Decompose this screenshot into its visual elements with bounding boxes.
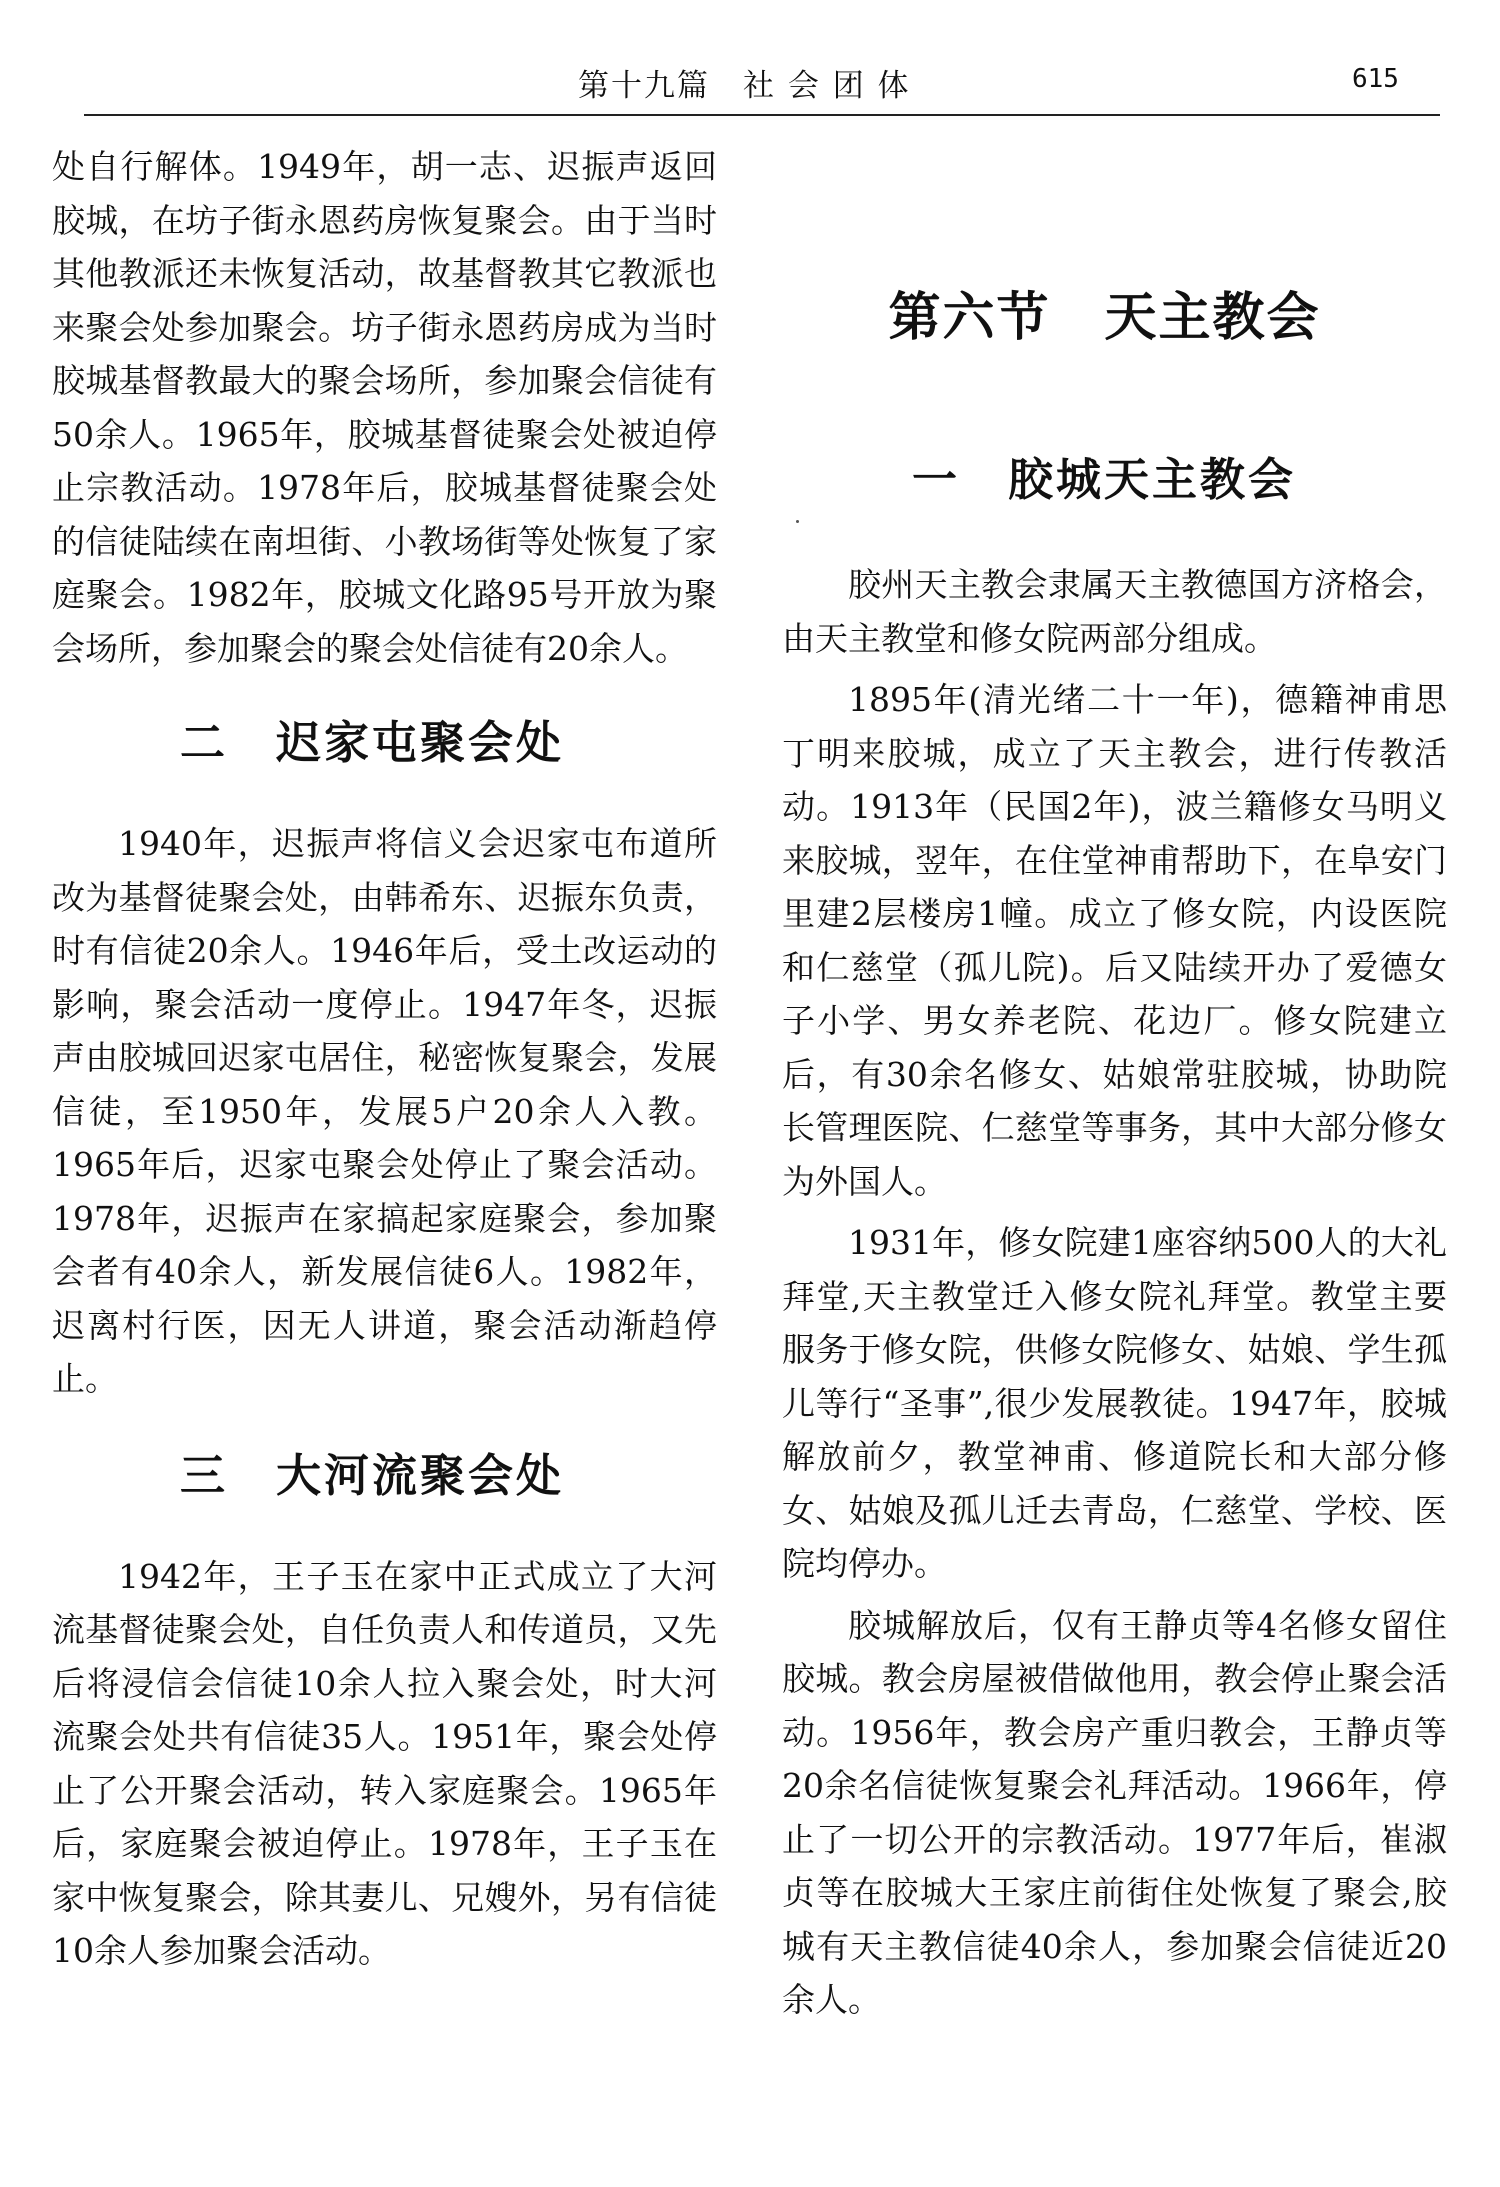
section-heading: 第六节 天主教会	[888, 288, 1321, 348]
running-header	[0, 58, 1500, 118]
left-paragraph-1: 处自行解体。1949年，胡一志、迟振声返回胶城，在坊子街永恩药房恢复聚会。由于当时其他教派还未恢复活动，故基督教其它教派也来聚会处参加聚会。坊子街永恩药房成为当时胶城基督教最大的聚会场所，参加聚会信徒有50余人。1965年，胶城基督徒聚会处被迫停止宗教活动。1978年后，胶城基督徒聚会处的信徒陆续在南坦街、小教场街等处恢复了家庭聚会。1982年，胶城文化路95号开放为聚会场所，参加聚会的聚会处信徒有20余人。	[52, 147, 717, 668]
left-paragraph-2: 1940年，迟振声将信义会迟家屯布道所改为基督徒聚会处，由韩希东、迟振东负责，时有信徒20余人。1946年后，受土改运动的影响，聚会活动一度停止。1947年冬，迟振声由胶城回迟家屯居住，秘密恢复聚会，发展信徒，至1950年，发展5户20余人入教。1965年后，迟家屯聚会处停止了聚会活动。1978年，迟振声在家搞起家庭聚会，参加聚会者有40余人，新发展信徒6人。1982年，迟离村行医，因无人讲道，聚会活动渐趋停止。	[52, 824, 717, 1398]
right-paragraph-3: 1931年，修女院建1座容纳500人的大礼拜堂,天主教堂迁入修女院礼拜堂。教堂主要服务于修女院，供修女院修女、姑娘、学生孤儿等行“圣事”,很少发展教徒。1947年，胶城解放前夕，教堂神甫、修道院长和大部分修女、姑娘及孤儿迁去青岛，仁慈堂、学校、医院均停办。	[782, 1223, 1447, 1583]
left-column	[52, 140, 717, 1978]
page-number: 615	[1352, 64, 1399, 94]
right-paragraph-1: 胶州天主教会隶属天主教德国方济格会，由天主教堂和修女院两部分组成。	[782, 565, 1447, 658]
header-rule	[84, 114, 1440, 116]
left-paragraph-3: 1942年，王子玉在家中正式成立了大河流基督徒聚会处，自任负责人和传道员，又先后将浸信会信徒10余人拉入聚会处，时大河流聚会处共有信徒35人。1951年，聚会处停止了公开聚会活动，转入家庭聚会。1965年后，家庭聚会被迫停止。1978年，王子玉在家中恢复聚会，除其妻儿、兄嫂外，另有信徒10余人参加聚会活动。	[52, 1556, 717, 1970]
right-paragraph-2: 1895年(清光绪二十一年)，德籍神甫思丁明来胶城，成立了天主教会，进行传教活动。1913年（民国2年)，波兰籍修女马明义来胶城，翌年，在住堂神甫帮助下，在阜安门里建2层楼房1幢。成立了修女院，内设医院和仁慈堂（孤儿院)。后又陆续开办了爱德女子小学、男女养老院、花边厂。修女院建立后，有30余名修女、姑娘常驻胶城，协助院长管理医院、仁慈堂等事务，其中大部分修女为外国人。	[782, 680, 1447, 1201]
subsection-heading-dahaoliu: 三 大河流聚会处	[180, 1448, 565, 1502]
right-paragraph-4: 胶城解放后，仅有王静贞等4名修女留住胶城。教会房屋被借做他用，教会停止聚会活动。1956年，教会房产重归教会，王静贞等20余名信徒恢复聚会礼拜活动。1966年，停止了一切公开的宗教活动。1977年后，崔淑贞等在胶城大王家庄前街住处恢复了聚会,胶城有天主教信徒40余人，参加聚会信徒近20余人。	[782, 1605, 1447, 2019]
running-title: 第十九篇 社 会 团 体	[578, 68, 911, 104]
subsection-heading-jiaocheng-catholic: 一 胶城天主教会	[912, 453, 1297, 506]
scan-speck	[796, 520, 799, 523]
subsection-heading-chijiatun: 二 迟家屯聚会处	[180, 716, 565, 769]
right-column	[782, 140, 1447, 2027]
